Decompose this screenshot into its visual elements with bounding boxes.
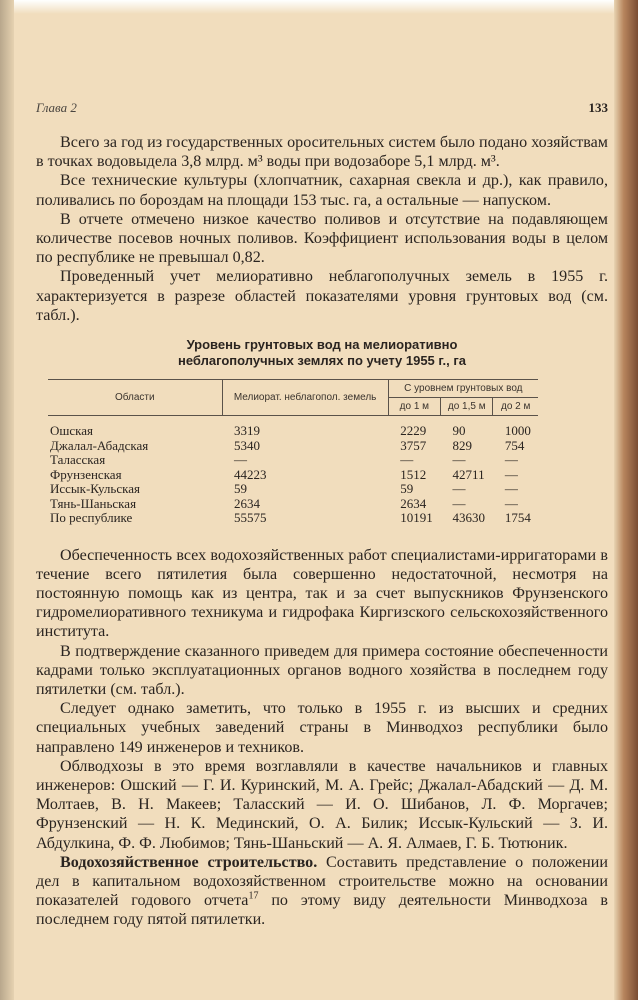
col-header-group: С уровнем грунтовых вод bbox=[388, 380, 538, 398]
col-header-region: Области bbox=[48, 380, 222, 416]
col-header-2m: до 2 м bbox=[493, 398, 538, 416]
cell-d2: — bbox=[504, 495, 518, 511]
cell-area: — bbox=[234, 452, 247, 468]
footnote-mark: 17 bbox=[248, 890, 259, 902]
cell-d15: 42711 bbox=[452, 466, 485, 482]
cell-d15: 829 bbox=[452, 437, 473, 453]
cell-d2: 1754 bbox=[504, 510, 531, 526]
body-text-bottom bbox=[36, 546, 608, 930]
groundwater-table bbox=[48, 379, 538, 526]
cell-d2: 1000 bbox=[504, 423, 531, 439]
table-title-line: неблагополучных землях по учету 1955 г., га bbox=[178, 353, 466, 369]
table-row bbox=[48, 416, 538, 439]
paragraph: Облводхозы в это время возглавляли в качестве начальников и главных инженеров: Ошский — Г. И. Куринский, М. А. Грейс; Джалал-Абадский — Д. М. Молтаев, В. Н. Макеев; Таласский — И. О. Шибанов, Л. Ф. Моргачев; Фрунзенский — Н. К. Мединский, О. А. Билик; Иссык-Кульский — З. И. Абдулкина, Ф. Ф. Любимов; Тянь-Шаньский — А. Я. Алмаев, Г. Б. Тютюник. bbox=[36, 757, 608, 852]
cell-region: Иссык-Кульская bbox=[50, 481, 140, 497]
table-row-total bbox=[48, 511, 538, 526]
col-header-1m: до 1 м bbox=[388, 398, 440, 416]
col-header-area: Мелиорат. неблагопол. земель bbox=[222, 380, 388, 416]
cell-d1: 2634 bbox=[400, 495, 427, 511]
cell-area: 5340 bbox=[234, 437, 260, 453]
section-lead-heading: Водохозяйственное строительство. bbox=[60, 853, 318, 871]
cell-d15: — bbox=[452, 452, 466, 468]
page-left-edge bbox=[0, 0, 14, 1000]
cell-area: 44223 bbox=[234, 466, 267, 482]
table-row bbox=[48, 439, 538, 454]
cell-area: 59 bbox=[234, 481, 247, 497]
page-number: 133 bbox=[588, 100, 608, 115]
paragraph: Всего за год из государственных оросительных систем было подано хозяйствам в точках водовыдела 3,8 млрд. м³ воды при водозаборе 5,1 млрд. м³. bbox=[36, 134, 608, 171]
table-row bbox=[48, 482, 538, 497]
cell-area: 55575 bbox=[234, 510, 267, 526]
book-spine-shadow bbox=[614, 0, 638, 1000]
cell-area: 3319 bbox=[234, 423, 260, 439]
paragraph: Обеспеченность всех водохозяйственных работ специалистами-ирригаторами в течение всего пятилетия была совершенно недостаточной, несмотря на постоянную помощь как из центра, так и за счет выпускников Фрунзенского гидромелиоративного техникума и гидрофака Киргизского сельскохозяйственного института. bbox=[36, 546, 608, 641]
table-row bbox=[48, 468, 538, 483]
table-row bbox=[48, 497, 538, 512]
cell-d15: 43630 bbox=[452, 510, 486, 526]
paragraph: Все технические культуры (хлопчатник, сахарная свекла и др.), как правило, поливались по бороздам на площади 153 тыс. га, а остальные — напуском. bbox=[36, 172, 608, 209]
col-header-1-5m: до 1,5 м bbox=[441, 398, 493, 416]
cell-d1: 3757 bbox=[400, 437, 427, 453]
cell-d2: — bbox=[504, 452, 518, 468]
chapter-label: Глава 2 bbox=[36, 100, 77, 115]
cell-d2: — bbox=[504, 481, 518, 497]
paragraph-construction bbox=[36, 853, 608, 930]
paragraph: Проведенный учет мелиоративно неблагополучных земель в 1955 г. характеризуется в разрезе областей показателями уровня грунтовых вод (см. табл.). bbox=[36, 268, 608, 324]
table-title-line: Уровень грунтовых вод на мелиоративно bbox=[186, 337, 458, 353]
paragraph-text: по этому виду деятельности Минводхоза в последнем году пятой пятилетки. bbox=[36, 892, 608, 929]
cell-region: Ошская bbox=[50, 423, 94, 439]
cell-d1: 1512 bbox=[400, 466, 427, 482]
page-top-edge bbox=[0, 0, 638, 14]
cell-d15: 90 bbox=[452, 423, 466, 439]
cell-d1: — bbox=[400, 452, 414, 468]
cell-d2: — bbox=[504, 466, 518, 482]
paragraph: В отчете отмечено низкое качество поливов и отсутствие на подавляющем количестве посевов ночных поливов. Коэффициент использования воды в целом по республике не превышал 0,82. bbox=[36, 210, 608, 267]
table-row bbox=[48, 453, 538, 468]
cell-region: Тянь-Шаньская bbox=[50, 495, 137, 511]
table-title bbox=[36, 337, 608, 369]
cell-d1: 59 bbox=[400, 481, 414, 497]
cell-area: 2634 bbox=[234, 495, 260, 511]
running-header bbox=[36, 100, 608, 116]
paragraph: Следует однако заметить, что только в 1955 г. из высших и средних специальных учебных заведений страны в Минводхоз республики было направлено 149 инженеров и техников. bbox=[36, 700, 608, 756]
cell-region: Таласская bbox=[50, 452, 106, 468]
paragraph: В подтверждение сказанного приведем для примера состояние обеспеченности кадрами только эксплуатационных органов водного хозяйства в последнем году пятилетки (см. табл.). bbox=[36, 642, 608, 698]
paragraph-text: Составить представление о положении дел в капитальном водохозяйственном строительстве можно на основании показателей годового отчета bbox=[36, 853, 608, 910]
cell-d15: — bbox=[452, 495, 466, 511]
cell-d2: 754 bbox=[504, 437, 525, 453]
page-content bbox=[36, 100, 608, 930]
cell-region: Джалал-Абадская bbox=[50, 437, 149, 453]
cell-region: По республике bbox=[50, 510, 133, 526]
cell-region: Фрунзенская bbox=[50, 466, 122, 482]
cell-d15: — bbox=[452, 481, 466, 497]
cell-d1: 2229 bbox=[400, 423, 427, 439]
cell-d1: 10191 bbox=[400, 510, 433, 526]
